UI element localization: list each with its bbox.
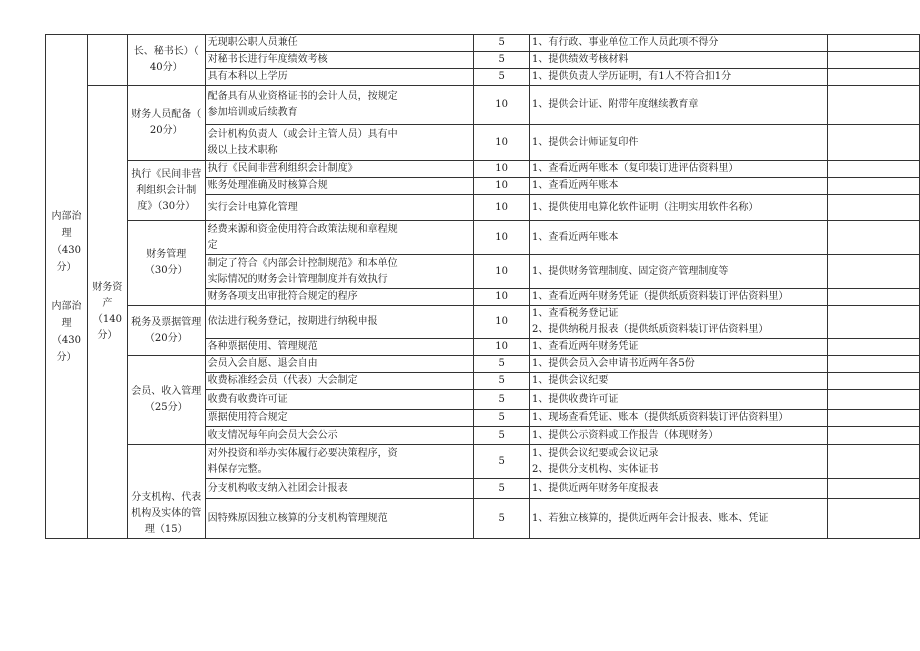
method-line: 1、提供会计师证复印件 — [532, 136, 639, 148]
method-line: 1、查看近两年账本 — [532, 231, 619, 243]
criteria-line: 级以上技术职称 — [207, 144, 278, 156]
method-line: 2、提供分支机构、实体证书 — [532, 463, 659, 475]
criteria-cell — [205, 195, 474, 221]
category-line: 理（430 — [51, 227, 82, 256]
method-cell — [530, 356, 828, 373]
remark-cell — [828, 221, 920, 255]
criteria-line: 账务处理准确及时核算合规 — [207, 180, 328, 191]
indicator-group-cell — [127, 35, 205, 86]
category-line: 内部治 — [51, 300, 82, 312]
criteria-line: 分支机构收支纳入社团会计报表 — [207, 482, 348, 494]
method-line: 1、现场查看凭证、账本（提供纸质资料装订评估资料里） — [532, 412, 789, 423]
method-cell — [530, 390, 828, 410]
method-cell — [530, 125, 828, 161]
criteria-cell — [205, 255, 474, 289]
method-cell — [530, 52, 828, 69]
score-cell: 5 — [474, 52, 530, 69]
score-cell: 5 — [474, 445, 530, 479]
criteria-line: 收支情况每年向会员大会公示 — [207, 429, 338, 441]
method-line: 1、提供收费许可证 — [532, 393, 619, 405]
criteria-line: 执行《民间非营利组织会计制度》 — [207, 163, 358, 174]
score-cell: 5 — [474, 69, 530, 86]
method-line: 1、提供会员入会申请书近两年各5份 — [532, 358, 695, 369]
criteria-line: 收费标准经会员（代表）大会制定 — [207, 375, 358, 386]
remark-cell — [828, 499, 920, 539]
method-cell — [530, 479, 828, 499]
method-line: 1、提供财务管理制度、固定资产管理制度等 — [532, 265, 729, 277]
indicator-group-line: （30分） — [144, 265, 188, 276]
method-line: 1、提供会议纪要或会议记录 — [532, 447, 659, 459]
criteria-line: 定 — [207, 239, 218, 251]
criteria-cell — [205, 356, 474, 373]
remark-cell — [828, 356, 920, 373]
score-cell: 5 — [474, 499, 530, 539]
remark-cell — [828, 125, 920, 161]
subcategory-line: 分） — [97, 330, 118, 341]
criteria-cell — [205, 86, 474, 125]
method-cell — [530, 69, 828, 86]
indicator-group-line: 40分） — [149, 62, 183, 73]
method-line: 1、查看近两年账本 — [532, 180, 619, 191]
criteria-line: 财务各项支出审批符合规定的程序 — [207, 291, 358, 302]
remark-cell — [828, 161, 920, 178]
remark-cell — [828, 195, 920, 221]
method-cell — [530, 161, 828, 178]
method-line: 2、提供纳税月报表（提供纸质资料装订评估资料里） — [532, 324, 769, 335]
score-cell: 10 — [474, 178, 530, 195]
subcategory-cell — [87, 86, 127, 539]
criteria-cell — [205, 69, 474, 86]
criteria-line: 无现职公职人员兼任 — [207, 37, 298, 48]
subcategory-line: 产（140 — [92, 298, 122, 325]
table-row — [46, 221, 920, 255]
indicator-group-line: （25分） — [144, 402, 188, 413]
criteria-cell — [205, 479, 474, 499]
table-row — [46, 161, 920, 178]
indicator-group-line: 度》（30分） — [137, 200, 196, 212]
method-line: 1、提供近两年财务年度报表 — [532, 482, 659, 494]
method-cell — [530, 255, 828, 289]
criteria-line: 实行会计电算化管理 — [207, 201, 298, 213]
score-cell: 10 — [474, 306, 530, 339]
criteria-cell — [205, 339, 474, 356]
remark-cell — [828, 52, 920, 69]
criteria-line: 对外投资和举办实体履行必要决策程序，资 — [207, 447, 398, 459]
table-row — [46, 445, 920, 479]
method-cell — [530, 195, 828, 221]
criteria-line: 会员入会自愿、退会自由 — [207, 358, 318, 369]
indicator-group-line: 20分） — [149, 125, 183, 136]
category-line: 分） — [56, 261, 77, 273]
criteria-line: 具有本科以上学历 — [207, 71, 288, 82]
criteria-cell — [205, 178, 474, 195]
indicator-group-line: 财务管理 — [146, 249, 187, 260]
remark-cell — [828, 289, 920, 306]
method-cell — [530, 86, 828, 125]
score-cell: 10 — [474, 255, 530, 289]
method-line: 1、查看近两年财务凭证 — [532, 341, 639, 352]
score-cell: 10 — [474, 221, 530, 255]
remark-cell — [828, 86, 920, 125]
remark-cell — [828, 445, 920, 479]
indicator-group-line: 会员、收入管理 — [131, 386, 202, 397]
table-row — [46, 356, 920, 373]
remark-cell — [828, 479, 920, 499]
indicator-group-cell — [127, 86, 205, 161]
criteria-line: 依法进行税务登记，按期进行纳税申报 — [207, 316, 378, 327]
score-cell: 10 — [474, 161, 530, 178]
criteria-cell — [205, 410, 474, 427]
remark-cell — [828, 373, 920, 390]
indicator-group-cell — [127, 356, 205, 445]
method-line: 1、提供绩效考核材料 — [532, 54, 629, 65]
score-cell: 5 — [474, 356, 530, 373]
score-cell: 5 — [474, 373, 530, 390]
remark-cell — [828, 306, 920, 339]
spacer — [48, 276, 85, 298]
score-cell: 10 — [474, 195, 530, 221]
criteria-line: 料保存完整。 — [207, 463, 268, 475]
indicator-group-line: 财务人员配备（ — [131, 109, 202, 120]
score-cell: 10 — [474, 86, 530, 125]
score-cell: 10 — [474, 125, 530, 161]
table-body — [46, 35, 920, 539]
method-line: 1、查看近两年账本（复印装订进评估资料里） — [532, 163, 739, 174]
remark-cell — [828, 390, 920, 410]
indicator-group-line: 利组织会计制 — [136, 184, 197, 196]
indicator-group-cell — [127, 306, 205, 356]
table-row — [46, 86, 920, 125]
method-cell — [530, 178, 828, 195]
criteria-line: 各种票据使用、管理规范 — [207, 341, 318, 352]
indicator-group-line: 分支机构、代表 — [131, 492, 202, 503]
method-line: 1、提供负责人学历证明，有1人不符合扣1分 — [532, 71, 732, 82]
method-cell — [530, 427, 828, 445]
indicator-group-line: 理（15） — [144, 524, 188, 535]
indicator-group-line: 机构及实体的管 — [131, 508, 202, 519]
criteria-cell — [205, 125, 474, 161]
remark-cell — [828, 69, 920, 86]
score-cell: 10 — [474, 289, 530, 306]
category-line: 理 — [61, 317, 72, 329]
score-cell: 5 — [474, 479, 530, 499]
criteria-line: 票据使用符合规定 — [207, 412, 288, 423]
criteria-cell — [205, 445, 474, 479]
score-cell: 5 — [474, 410, 530, 427]
criteria-cell — [205, 499, 474, 539]
criteria-line: 参加培训或后续教育 — [207, 107, 298, 118]
indicator-group-line: 长、秘书长）（ — [133, 46, 199, 57]
criteria-line: 对秘书长进行年度绩效考核 — [207, 54, 328, 65]
remark-cell — [828, 339, 920, 356]
indicator-group-cell — [127, 221, 205, 306]
method-cell — [530, 445, 828, 479]
criteria-line: 制定了符合《内部会计控制规范》和本单位 — [207, 257, 398, 269]
score-cell: 5 — [474, 427, 530, 445]
subcategory-line: 财务资 — [92, 282, 123, 293]
score-cell: 10 — [474, 339, 530, 356]
criteria-line: 因特殊原因独立核算的分支机构管理规范 — [207, 512, 388, 524]
method-line: 1、提供会议纪要 — [532, 375, 609, 386]
indicator-group-line: （20分） — [144, 332, 188, 344]
evaluation-table — [45, 34, 920, 539]
indicator-group-cell — [127, 161, 205, 221]
remark-cell — [828, 410, 920, 427]
criteria-cell — [205, 161, 474, 178]
table-row — [46, 306, 920, 339]
method-cell — [530, 339, 828, 356]
evaluation-table-sheet — [45, 34, 920, 539]
criteria-cell — [205, 306, 474, 339]
criteria-cell — [205, 427, 474, 445]
score-cell: 5 — [474, 390, 530, 410]
criteria-line: 配备具有从业资格证书的会计人员，按规定 — [207, 91, 398, 102]
method-cell — [530, 499, 828, 539]
method-line: 1、查看税务登记证 — [532, 308, 619, 319]
table-row — [46, 35, 920, 52]
method-line: 1、提供使用电算化软件证明（注明实用软件名称） — [532, 201, 759, 213]
indicator-group-line: 执行《民间非营 — [131, 168, 202, 180]
category-line: （430 — [51, 334, 82, 346]
criteria-cell — [205, 35, 474, 52]
score-cell: 5 — [474, 35, 530, 52]
criteria-cell — [205, 52, 474, 69]
method-line: 1、提供公示资料或工作报告（体现财务） — [532, 429, 719, 441]
criteria-line: 经费来源和资金使用符合政策法规和章程规 — [207, 223, 398, 235]
method-line: 1、查看近两年财务凭证（提供纸质资料装订评估资料里） — [532, 291, 789, 302]
remark-cell — [828, 255, 920, 289]
criteria-cell — [205, 221, 474, 255]
method-cell — [530, 35, 828, 52]
method-cell — [530, 410, 828, 427]
method-line: 1、有行政、事业单位工作人员此项不得分 — [532, 37, 719, 48]
criteria-line: 收费有收费许可证 — [207, 393, 288, 405]
category-cell — [46, 35, 88, 539]
method-line: 1、提供会计证、附带年度继续教育章 — [532, 99, 699, 110]
indicator-group-line: 税务及票据管理 — [131, 316, 202, 328]
category-line: 内部治 — [51, 210, 82, 222]
remark-cell — [828, 427, 920, 445]
method-cell — [530, 306, 828, 339]
method-line: 1、若独立核算的，提供近两年会计报表、账本、凭证 — [532, 512, 769, 524]
category-line: 分） — [56, 351, 77, 363]
criteria-cell — [205, 289, 474, 306]
criteria-cell — [205, 373, 474, 390]
subcategory-cell-empty — [87, 35, 127, 86]
method-cell — [530, 221, 828, 255]
criteria-cell — [205, 390, 474, 410]
remark-cell — [828, 35, 920, 52]
criteria-line: 会计机构负责人（或会计主管人员）具有中 — [207, 128, 398, 140]
method-cell — [530, 373, 828, 390]
indicator-group-cell — [127, 445, 205, 539]
remark-cell — [828, 178, 920, 195]
method-cell — [530, 289, 828, 306]
criteria-line: 实际情况的财务会计管理制度并有效执行 — [207, 273, 388, 285]
